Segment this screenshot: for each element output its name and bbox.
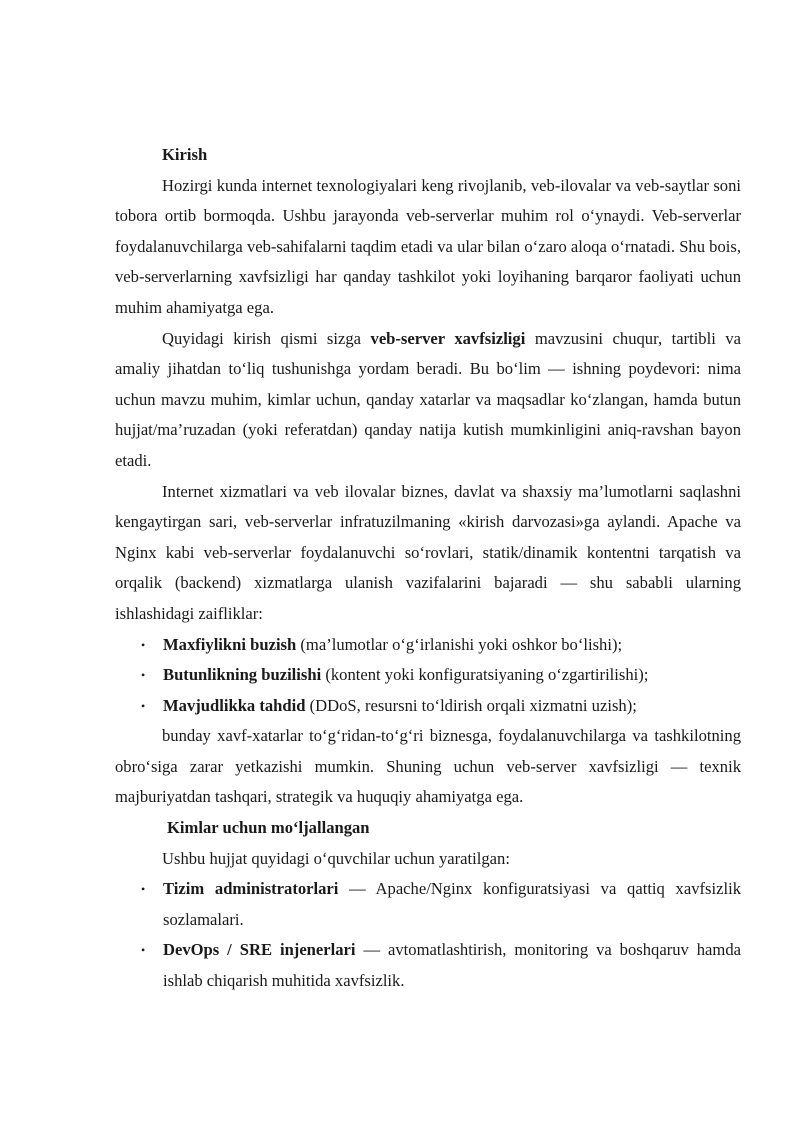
bullet-icon: • — [141, 943, 146, 958]
intro-paragraph-4: bunday xavf-xatarlar to‘g‘ridan-to‘g‘ri biznesga, foydalanuvchilarga va tashkilotning obro‘siga zarar yetkazishi mumkin. Shuning uchun veb-server xavfsizligi — texnik majburiyatdan tashqari, strategik va huquqiy ahamiyatga ega. — [115, 726, 741, 807]
list-item-text: (kontent yoki konfiguratsiyaning o‘zgartirilishi); — [321, 665, 649, 685]
list-item — [115, 874, 741, 935]
list-item-text: (DDoS, resursni to‘ldirish orqali xizmatni uzish); — [305, 695, 637, 715]
list-item-text: (ma’lumotlar o‘g‘irlanishi yoki oshkor bo‘lishi); — [296, 634, 623, 654]
intro-paragraph-2-emphasis: veb-server xavfsizligi — [370, 328, 526, 348]
list-item-term: Tizim administratorlari — [163, 879, 339, 899]
audience-list — [115, 874, 741, 996]
bullet-icon: • — [141, 637, 146, 652]
threat-list — [115, 630, 741, 722]
bullet-icon: • — [141, 698, 146, 713]
audience-paragraph-1: Ushbu hujjat quyidagi o‘quvchilar uchun yaratilgan: — [162, 848, 510, 868]
list-item — [115, 935, 741, 996]
intro-paragraph-2-end: mavzusini chuqur, tartibli va amaliy jihatdan to‘liq tushunishga yordam beradi. Bu bo‘lim — ishning poydevori: nima uchun mavzu muhim, kimlar uchun, qanday xatarlar va maqsadlar ko‘zlangan, hamda butun hujjat/ma’ruzadan (yoki referatdan) qanday natija kutish mumkinligini aniq-ravshan bayon etadi. — [115, 328, 741, 470]
document-page — [115, 140, 741, 997]
list-item-text: — Apache/Nginx konfiguratsiyasi va qattiq xavfsizlik sozlamalari. — [163, 879, 741, 929]
section-heading-intro: Kirish — [162, 145, 208, 164]
list-item-term: Butunlikning buzilishi — [163, 665, 322, 685]
list-item-term: Maxfiylikni buzish — [163, 634, 297, 654]
section-heading-audience: Kimlar uchun mo‘ljallangan — [167, 818, 370, 838]
intro-paragraph-2 — [115, 324, 741, 477]
bullet-icon: • — [141, 882, 146, 897]
intro-paragraph-1: Hozirgi kunda internet texnologiyalari keng rivojlanib, veb-ilovalar va veb-saytlar soni tobora ortib bormoqda. Ushbu jarayonda veb-serverlar muhim rol o‘ynaydi. Veb-serverlar foydalanuvchilarga veb-sahifalarni taqdim etadi va ular bilan o‘zaro aloqa o‘rnatadi. Shu bois, veb-serverlarning xavfsizligi har qanday tashkilot yoki loyihaning barqaror faoliyati uchun muhim ahamiyatga ega. — [115, 175, 741, 317]
intro-paragraph-3: Internet xizmatlari va veb ilovalar biznes, davlat va shaxsiy ma’lumotlarni saqlashni kengaytirgan sari, veb-serverlar infratuzilmaning «kirish darvozasi»ga aylandi. Apache va Nginx kabi veb-serverlar foydalanuvchi so‘rovlari, statik/dinamik kontentni tarqatish va orqalik (backend) xizmatlarga ulanish vazifalarini bajaradi — shu sababli ularning ishlashidagi zaifliklar: — [115, 481, 741, 623]
intro-paragraph-2-start: Quyidagi kirish qismi sizga — [162, 328, 371, 348]
list-item-term: DevOps / SRE injenerlari — [163, 940, 356, 960]
list-item — [115, 691, 741, 722]
list-item-term: Mavjudlikka tahdid — [163, 695, 306, 715]
list-item — [115, 660, 741, 691]
bullet-icon: • — [141, 668, 146, 683]
list-item-text: — avtomatlashtirish, monitoring va boshqaruv hamda ishlab chiqarish muhitida xavfsizlik. — [163, 940, 741, 991]
list-item — [115, 630, 741, 661]
